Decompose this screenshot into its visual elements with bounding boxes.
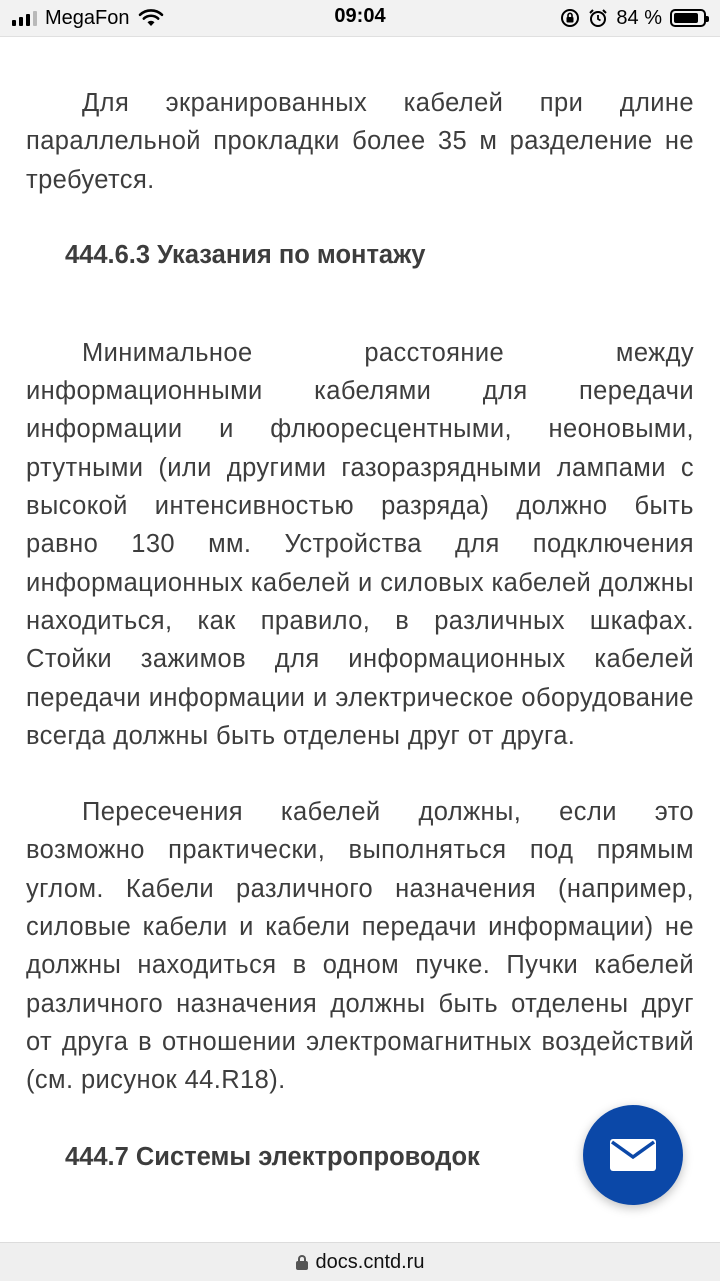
carrier-name: MegaFon [45,6,130,29]
email-button[interactable] [583,1105,683,1205]
status-bar [0,0,720,37]
alarm-icon [588,8,608,28]
paragraph-shielded-cables: Для экранированных кабелей при длине параллельной прокладки более 35 м разделение не требуется. [26,89,694,194]
article-content [26,84,694,1176]
battery-percent: 84 % [616,6,662,29]
url-bar[interactable] [0,1242,720,1281]
battery-icon [670,9,706,27]
mail-icon [610,1139,656,1171]
status-time: 09:04 [334,5,386,27]
orientation-lock-icon [560,8,580,28]
lock-icon [296,1255,308,1270]
section-heading-wiring-systems[interactable]: 444.7 Системы электропроводок [65,1142,480,1171]
url-domain[interactable]: docs.cntd.ru [315,1250,425,1273]
section-heading-installation: 444.6.3 Указания по монтажу [65,240,426,269]
paragraph-cable-crossings: Пересечения кабелей должны, если это возможно практически, выполняться под прямым углом. Кабели различного назначения (например, силовые кабели и кабели передачи информации) не должны находиться в одном пучке. Пучки кабелей различного назначения должны быть отделены друг от друга в отношении электромагнитных воздействий (см. рисунок 44.R18). [26,798,694,1095]
paragraph-minimum-distance: Минимальное расстояние между информационными кабелями для передачи информации и флюоресцентными, неоновыми, ртутными (или другими газоразрядными лампами с высокой интенсивностью разряда) должно быть равно 130 мм. Устройства для подключения информационных кабелей и силовых кабелей должны находиться, как правило, в различных шкафах. Стойки зажимов для информационных кабелей передачи информации и электрическое оборудование всегда должны быть отделены друг от друга. [26,338,694,750]
